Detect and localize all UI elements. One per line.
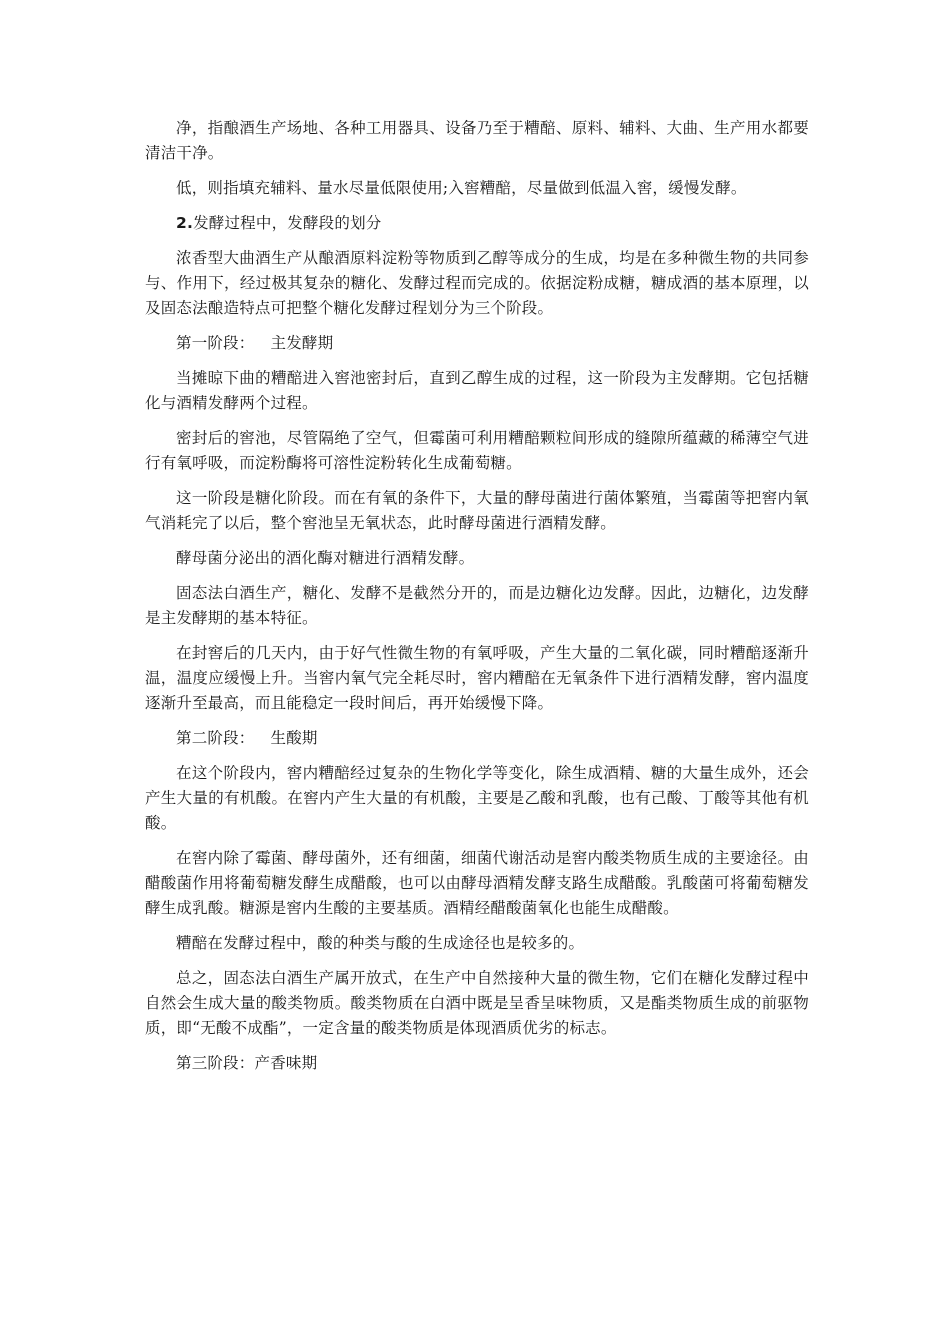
stage-name: 生酸期	[270, 729, 318, 747]
section-number: 2.	[176, 214, 194, 232]
paragraph: 在封窖后的几天内，由于好气性微生物的有氧呼吸，产生大量的二氧化碳，同时糟醅逐渐升温，温度应缓慢上升。当窖内氧气完全耗尽时，窖内糟醅在无氧条件下进行酒精发酵，窖内温度逐渐升至最高，而且能稳定一段时间后，再开始缓慢下降。	[145, 644, 809, 712]
paragraph: 在这个阶段内，窖内糟醅经过复杂的生物化学等变化，除生成酒精、糖的大量生成外，还会产生大量的有机酸。在窖内产生大量的有机酸，主要是乙酸和乳酸，也有己酸、丁酸等其他有机酸。	[145, 764, 809, 832]
paragraph: 酵母菌分泌出的酒化酶对糖进行酒精发酵。	[176, 549, 475, 567]
stage-label: 第二阶段：	[176, 729, 255, 747]
document-page	[145, 116, 809, 1086]
paragraph: 固态法白酒生产，糖化、发酵不是截然分开的，而是边糖化边发酵。因此，边糖化，边发酵是主发酵期的基本特征。	[145, 584, 809, 627]
paragraph-clean: 净，指酿酒生产场地、各种工用器具、设备乃至于糟醅、原料、辅料、大曲、生产用水都要清洁干净。	[145, 119, 809, 162]
stage-heading-3	[145, 1051, 809, 1076]
paragraph: 当摊晾下曲的糟醅进入窖池密封后，直到乙醇生成的过程，这一阶段为主发酵期。它包括糖化与酒精发酵两个过程。	[145, 369, 809, 412]
paragraph: 总之，固态法白酒生产属开放式，在生产中自然接种大量的微生物，它们在糖化发酵过程中自然会生成大量的酸类物质。酸类物质在白酒中既是呈香呈味物质，又是酯类物质生成的前驱物质，即“无酸不成酯”，一定含量的酸类物质是体现酒质优劣的标志。	[145, 969, 809, 1037]
paragraph-low: 低，则指填充辅料、量水尽量低限使用;入窖糟醅，尽量做到低温入窖，缓慢发酵。	[176, 179, 747, 197]
stage-label: 第三阶段：	[176, 1054, 255, 1072]
paragraph-intro: 浓香型大曲酒生产从酿酒原料淀粉等物质到乙醇等成分的生成，均是在多种微生物的共同参与、作用下，经过极其复杂的糖化、发酵过程而完成的。依据淀粉成糖，糖成酒的基本原理，以及固态法酿造特点可把整个糖化发酵过程划分为三个阶段。	[145, 249, 809, 317]
stage-heading-2	[145, 726, 809, 751]
paragraph: 密封后的窖池，尽管隔绝了空气，但霉菌可利用糟醅颗粒间形成的缝隙所蕴藏的稀薄空气进行有氧呼吸，而淀粉酶将可溶性淀粉转化生成葡萄糖。	[145, 429, 809, 472]
stage-name: 产香味期	[254, 1054, 318, 1072]
section-title: 发酵过程中，发酵段的划分	[193, 214, 382, 232]
stage-heading-1	[145, 331, 809, 356]
section-heading	[145, 211, 809, 236]
stage-name: 主发酵期	[270, 334, 334, 352]
paragraph: 这一阶段是糖化阶段。而在有氧的条件下，大量的酵母菌进行菌体繁殖，当霉菌等把窖内氧气消耗完了以后，整个窖池呈无氧状态，此时酵母菌进行酒精发酵。	[145, 489, 809, 532]
paragraph: 糟醅在发酵过程中，酸的种类与酸的生成途径也是较多的。	[176, 934, 585, 952]
stage-label: 第一阶段：	[176, 334, 255, 352]
paragraph: 在窖内除了霉菌、酵母菌外，还有细菌，细菌代谢活动是窖内酸类物质生成的主要途径。由醋酸菌作用将葡萄糖发酵生成醋酸，也可以由酵母酒精发酵支路生成醋酸。乳酸菌可将葡萄糖发酵生成乳酸。糖源是窖内生酸的主要基质。酒精经醋酸菌氧化也能生成醋酸。	[145, 849, 809, 917]
